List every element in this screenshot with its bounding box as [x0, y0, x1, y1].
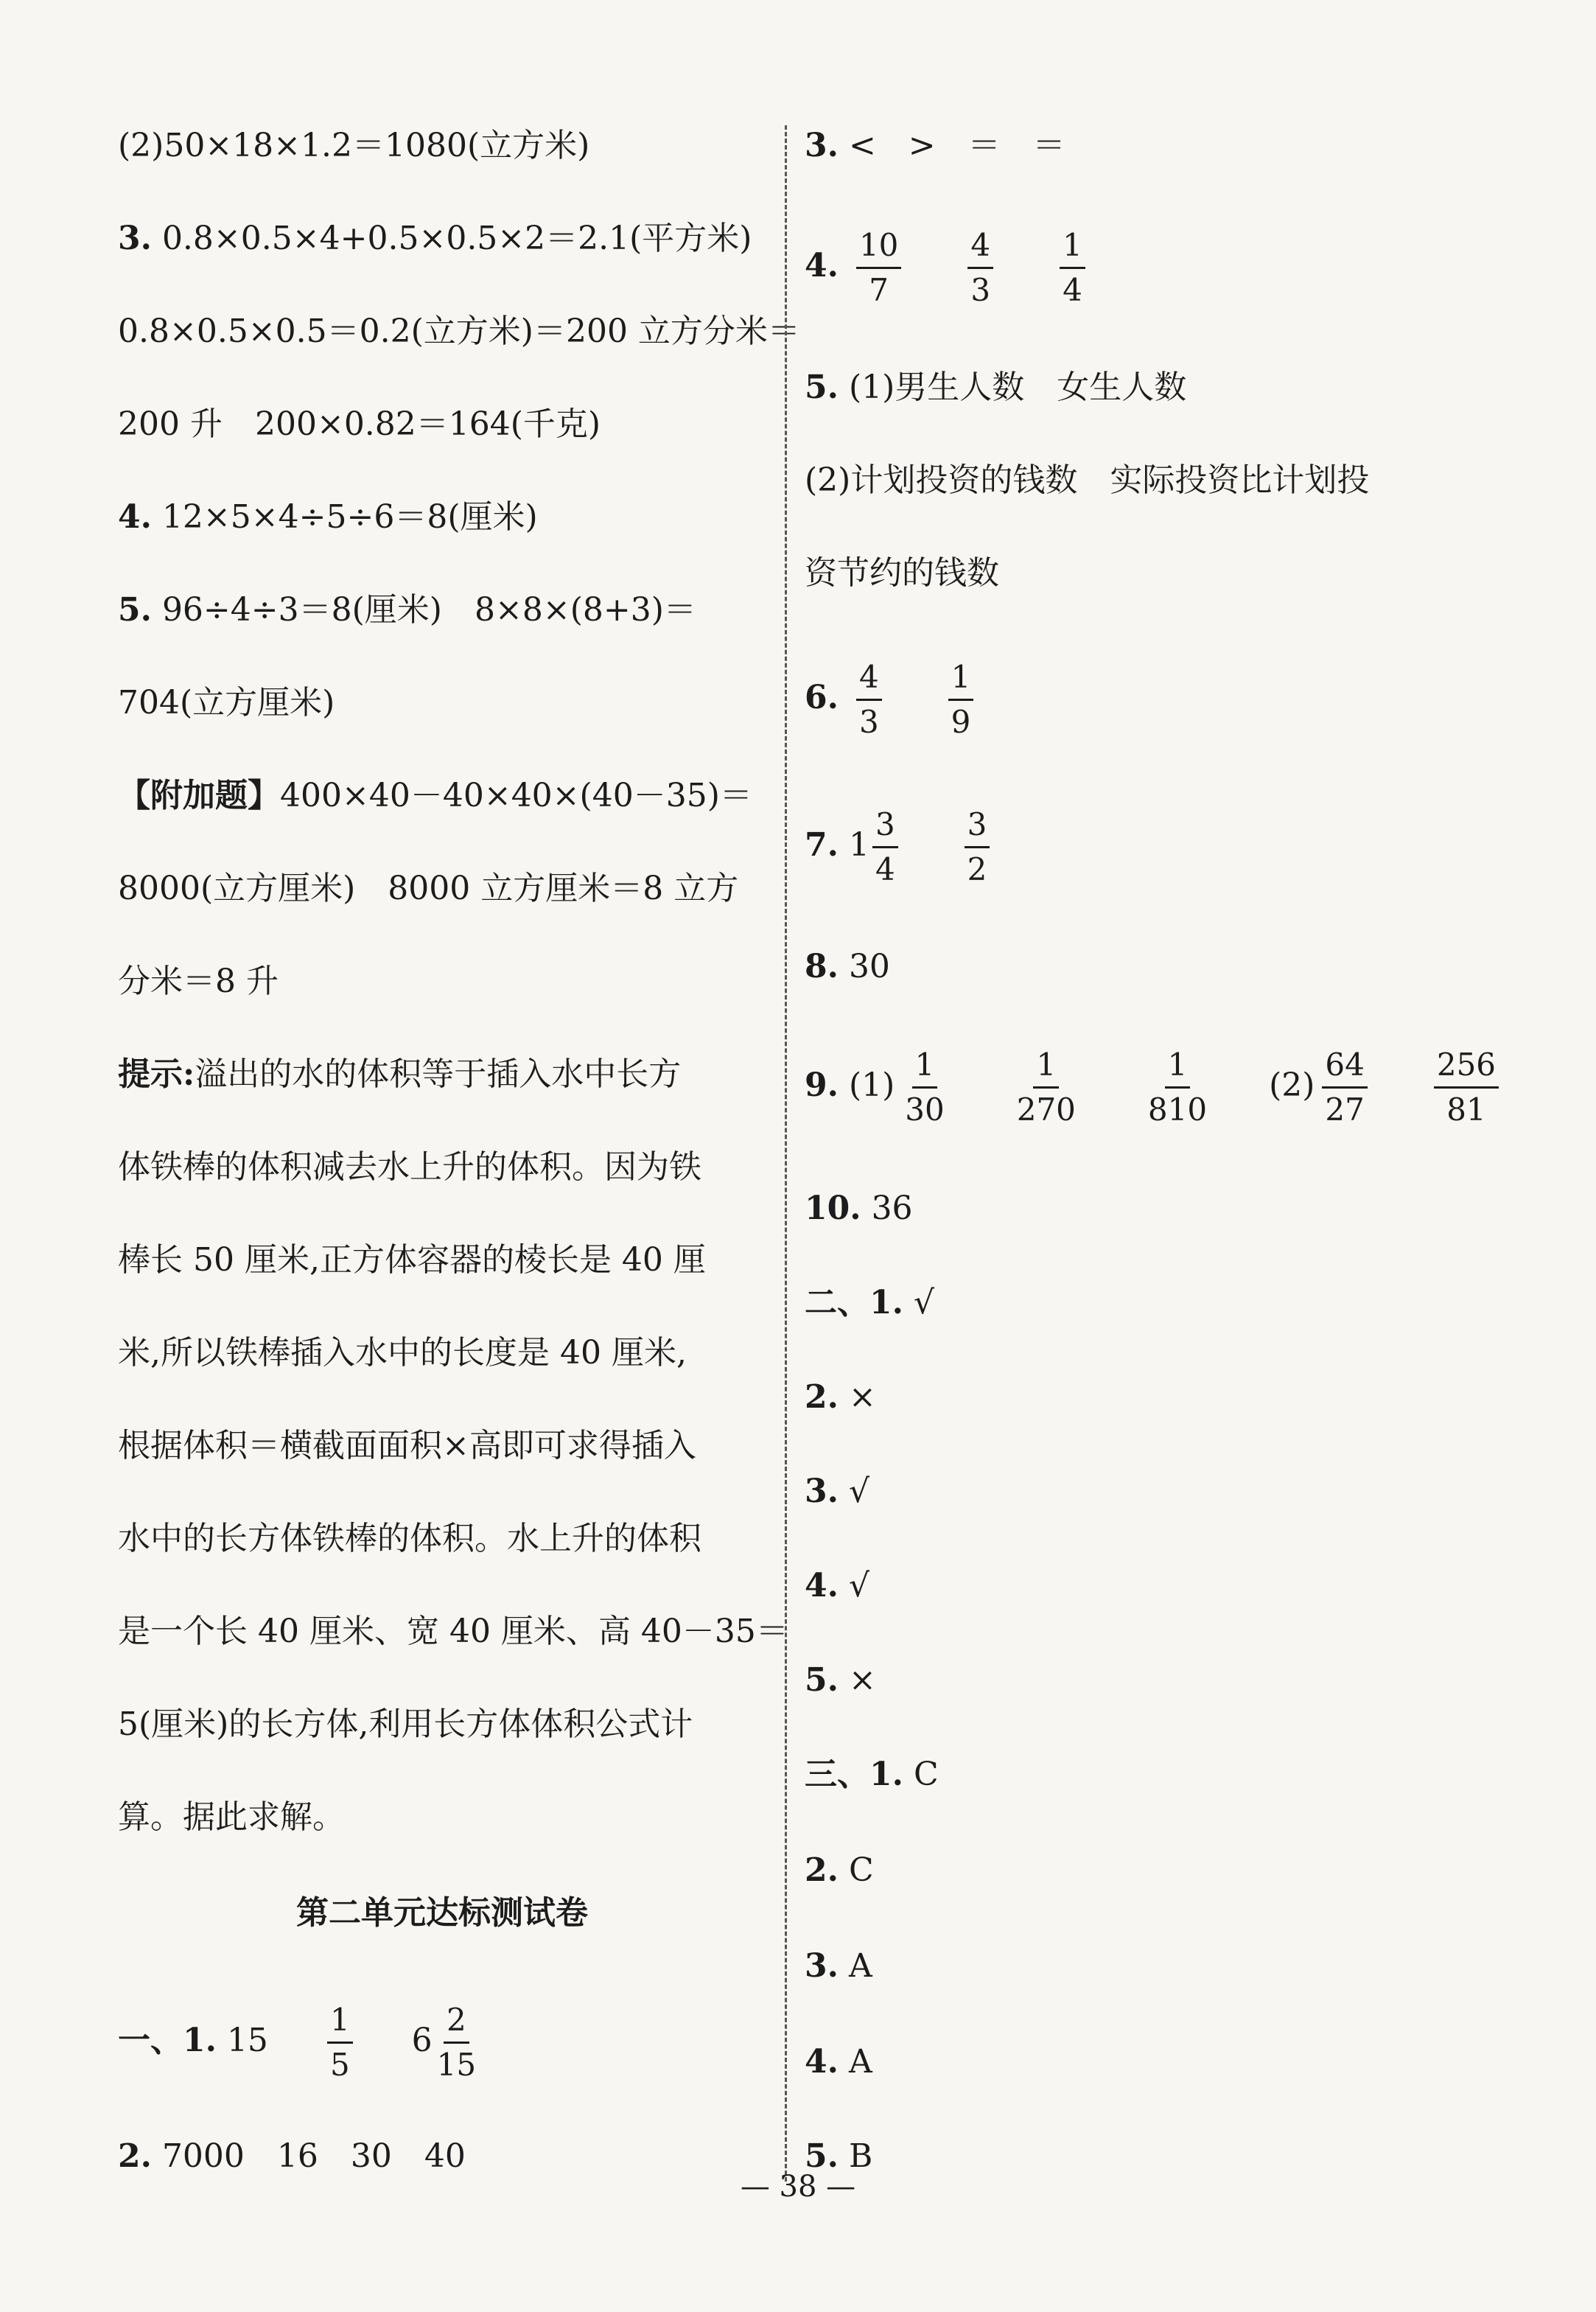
answer-line: 4. √: [805, 1567, 869, 1604]
answer-line: 5. ×: [805, 1661, 876, 1699]
answer-line: 5. 96÷4÷3＝8(厘米) 8×8×(8+3)＝: [118, 591, 696, 629]
answer-line: 3. < > ＝ ＝: [805, 127, 1065, 164]
answer-line: 三、1. C: [805, 1756, 939, 1793]
bonus-question-line: 【附加题】400×40－40×40×(40－35)＝: [118, 777, 752, 814]
hint-line: 水中的长方体铁棒的体积。水上升的体积: [118, 1520, 701, 1557]
fraction: $\frac{64}{27}$: [1322, 1044, 1367, 1131]
hint-line: 是一个长 40 厘米、宽 40 厘米、高 40－35＝: [118, 1613, 788, 1650]
page-number: — 38 —: [740, 2170, 856, 2204]
answer-line: 8000(立方厘米) 8000 立方厘米＝8 立方: [118, 870, 739, 907]
answer-line: 704(立方厘米): [118, 684, 335, 722]
answer-line: 2. C: [805, 1851, 874, 1889]
answer-line: 2. ×: [805, 1378, 876, 1416]
hint-line: 米,所以铁棒插入水中的长度是 40 厘米,: [118, 1334, 687, 1372]
answer-line: 7. 1 $\frac{3}{4}$ $\frac{3}{2}$: [805, 803, 997, 891]
answer-line: 二、1. √: [805, 1284, 934, 1321]
section-heading: 第二单元达标测试卷: [296, 1894, 588, 1932]
answer-line: (2)50×18×1.2＝1080(立方米): [118, 127, 590, 164]
hint-line: 根据体积＝横截面面积×高即可求得插入: [118, 1427, 696, 1464]
column-divider: [785, 125, 787, 2182]
fraction: $\frac{1}{270}$: [1014, 1044, 1079, 1131]
fraction: $\frac{4}{3}$: [856, 656, 882, 744]
answer-line: 5. B: [805, 2137, 873, 2175]
hint-line: 棒长 50 厘米,正方体容器的棱长是 40 厘: [118, 1241, 706, 1279]
answer-line: 3. A: [805, 1947, 872, 1985]
answer-line: (2)计划投资的钱数 实际投资比计划投: [805, 461, 1370, 499]
fraction: $\frac{256}{81}$: [1434, 1044, 1499, 1131]
answer-line: 3. √: [805, 1473, 869, 1510]
answer-line: 9. (1) $\frac{1}{30}$ $\frac{1}{270}$ $\frac{1}{810}$ (2) $\frac{64}{27}$ $\frac{256}{81}$: [805, 1044, 1506, 1131]
answer-line: 3. 0.8×0.5×4+0.5×0.5×2＝2.1(平方米): [118, 220, 752, 257]
fraction: $\frac{3}{4}$: [872, 803, 898, 891]
hint-line: 提示:溢出的水的体积等于插入水中长方: [118, 1055, 682, 1093]
answer-line: 6. $\frac{4}{3}$ $\frac{1}{9}$: [805, 656, 981, 744]
answer-line: 8. 30: [805, 948, 890, 985]
fraction: $\frac{1}{810}$: [1145, 1044, 1210, 1131]
fraction: $\frac{4}{3}$: [967, 224, 993, 312]
answer-line: 资节约的钱数: [805, 554, 999, 592]
fraction: $\frac{3}{2}$: [965, 803, 990, 891]
answer-line: 200 升 200×0.82＝164(千克): [118, 405, 601, 443]
fraction: $\frac{1}{4}$: [1060, 224, 1085, 312]
fraction: $\frac{1}{30}$: [902, 1044, 947, 1131]
answer-line: 分米＝8 升: [118, 963, 279, 1000]
answer-line: 5. (1)男生人数 女生人数: [805, 369, 1187, 406]
answer-line: 2. 7000 16 30 40: [118, 2137, 466, 2175]
fraction: $\frac{10}{7}$: [856, 224, 901, 312]
answer-line: 4. A: [805, 2043, 872, 2081]
fraction: $\frac{1}{9}$: [948, 656, 974, 744]
fraction: $\frac{1}{5}$: [327, 1999, 353, 2086]
answer-line: 10. 36: [805, 1190, 913, 1227]
fraction: $\frac{2}{15}$: [434, 1999, 479, 2086]
hint-line: 体铁棒的体积减去水上升的体积。因为铁: [118, 1148, 701, 1186]
hint-line: 5(厘米)的长方体,利用长方体体积公式计: [118, 1705, 693, 1743]
answer-line: 一、1. 15 $\frac{1}{5}$ 6 $\frac{2}{15}$: [118, 1999, 486, 2086]
hint-line: 算。据此求解。: [118, 1798, 345, 1836]
answer-line: 0.8×0.5×0.5＝0.2(立方米)＝200 立方分米＝: [118, 312, 800, 350]
answer-line: 4. $\frac{10}{7}$ $\frac{4}{3}$ $\frac{1}{4}$: [805, 224, 1093, 312]
answer-line: 4. 12×5×4÷5÷6＝8(厘米): [118, 498, 538, 536]
